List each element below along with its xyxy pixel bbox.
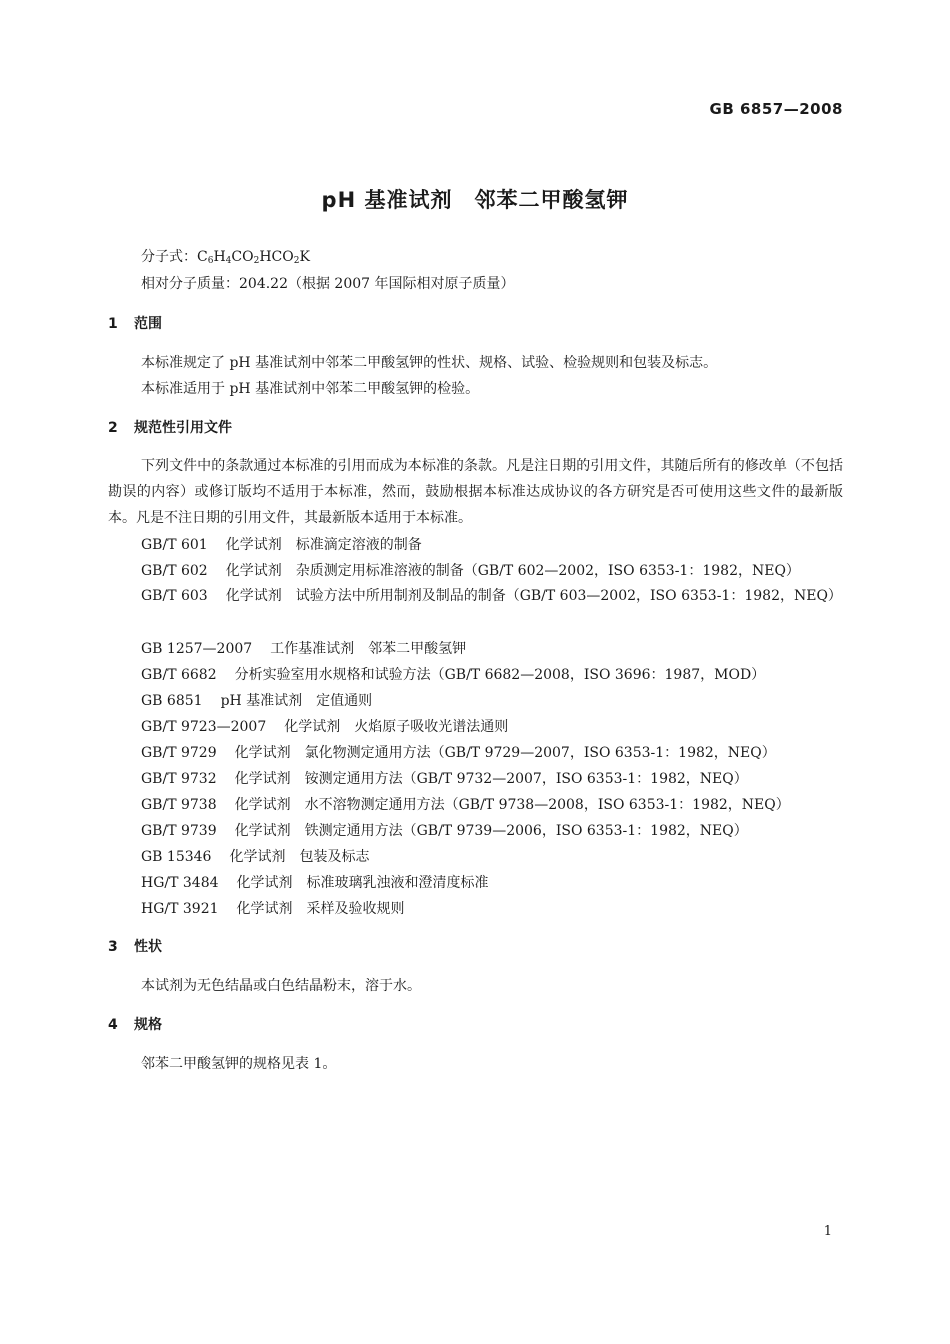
reference-code: GB 1257—2007: [141, 641, 253, 657]
reference-item: [141, 770, 748, 788]
reference-item: [141, 562, 800, 580]
reference-title: 化学试剂 火焰原子吸收光谱法通则: [284, 719, 509, 735]
page-number: 1: [823, 1224, 832, 1239]
reference-item: [141, 900, 405, 918]
section-2-number: 2: [108, 420, 118, 436]
reference-title: 化学试剂 采样及验收规则: [236, 901, 405, 917]
reference-code: GB/T 602: [141, 563, 208, 579]
standard-number: GB 6857—2008: [709, 100, 843, 118]
formula-sub-6: 6: [207, 256, 214, 266]
reference-item: [141, 666, 765, 684]
reference-title: 化学试剂 铵测定通用方法（GB/T 9732—2007，ISO 6353-1：1982，NEQ）: [234, 771, 748, 787]
section-3-paragraph: 本试剂为无色结晶或白色结晶粉末，溶于水。: [141, 978, 421, 994]
molecular-formula: [141, 248, 310, 270]
reference-item: [141, 640, 466, 658]
section-1-paragraph-2: 本标准适用于 pH 基准试剂中邻苯二甲酸氢钾的检验。: [141, 381, 480, 397]
reference-code: GB/T 9723—2007: [141, 719, 267, 735]
reference-title: 化学试剂 铁测定通用方法（GB/T 9739—2006，ISO 6353-1：1982，NEQ）: [234, 823, 748, 839]
reference-title: 化学试剂 包装及标志: [229, 849, 370, 865]
reference-item: [141, 718, 508, 736]
reference-code: HG/T 3484: [141, 875, 219, 891]
reference-item: [141, 692, 372, 710]
reference-code: GB/T 9739: [141, 823, 217, 839]
molar-mass: 相对分子质量：204.22（根据 2007 年国际相对原子质量）: [141, 276, 515, 292]
reference-title: 化学试剂 标准玻璃乳浊液和澄清度标准: [236, 875, 489, 891]
reference-item: [108, 583, 843, 609]
reference-title: 工作基准试剂 邻苯二甲酸氢钾: [270, 641, 467, 657]
section-4-title: 规格: [134, 1017, 162, 1033]
formula-k: K: [299, 249, 310, 265]
formula-sub-2a: 2: [253, 256, 260, 266]
reference-code: GB/T 9732: [141, 771, 217, 787]
reference-item: [141, 796, 790, 814]
section-2-heading: [108, 419, 232, 437]
reference-code: GB 6851: [141, 693, 203, 709]
reference-code: GB 15346: [141, 849, 212, 865]
section-3-title: 性状: [134, 939, 162, 955]
reference-title: pH 基准试剂 定值通则: [220, 693, 373, 709]
section-1-heading: [108, 315, 162, 333]
section-1-paragraph-1: 本标准规定了 pH 基准试剂中邻苯二甲酸氢钾的性状、规格、试验、检验规则和包装及标志。: [141, 355, 718, 371]
section-4-number: 4: [108, 1017, 118, 1033]
section-1-number: 1: [108, 316, 118, 332]
reference-title: 化学试剂 水不溶物测定通用方法（GB/T 9738—2008，ISO 6353-1：1982，NEQ）: [234, 797, 790, 813]
formula-sub-2b: 2: [293, 256, 300, 266]
reference-item: [141, 822, 748, 840]
reference-title: 化学试剂 氯化物测定通用方法（GB/T 9729—2007，ISO 6353-1：1982，NEQ）: [234, 745, 776, 761]
section-4-paragraph: 邻苯二甲酸氢钾的规格见表 1。: [141, 1056, 337, 1072]
formula-label: 分子式：: [141, 249, 197, 265]
document-title: pH 基准试剂 邻苯二甲酸氢钾: [321, 188, 629, 212]
formula-co: CO: [231, 249, 254, 265]
formula-c: C: [197, 249, 208, 265]
formula-sub-4: 4: [225, 256, 232, 266]
reference-code: GB/T 601: [141, 537, 208, 553]
reference-code: GB/T 9738: [141, 797, 217, 813]
reference-title: 化学试剂 杂质测定用标准溶液的制备（GB/T 602—2002，ISO 6353-1：1982，NEQ）: [225, 563, 800, 579]
formula-hco: HCO: [259, 249, 294, 265]
reference-item: [141, 848, 369, 866]
section-3-heading: [108, 938, 162, 956]
reference-code: HG/T 3921: [141, 901, 219, 917]
reference-item: [141, 536, 422, 554]
formula-h: H: [213, 249, 226, 265]
reference-code: GB/T 6682: [141, 667, 217, 683]
reference-item: [141, 874, 489, 892]
section-1-title: 范围: [134, 316, 162, 332]
reference-title: 化学试剂 标准滴定溶液的制备: [225, 537, 422, 553]
section-2-title: 规范性引用文件: [134, 420, 232, 436]
reference-code: GB/T 9729: [141, 745, 217, 761]
section-2-intro: 下列文件中的条款通过本标准的引用而成为本标准的条款。凡是注日期的引用文件，其随后所有的修改单（不包括勘误的内容）或修订版均不适用于本标准，然而，鼓励根据本标准达成协议的各方研究是否可使用这些文件的最新版本。凡是不注日期的引用文件，其最新版本适用于本标准。: [108, 458, 843, 526]
section-3-number: 3: [108, 939, 118, 955]
reference-title: 分析实验室用水规格和试验方法（GB/T 6682—2008，ISO 3696：1987，MOD）: [234, 667, 766, 683]
section-4-heading: [108, 1016, 162, 1034]
reference-code: GB/T 603: [141, 588, 208, 604]
reference-title: 化学试剂 试验方法中所用制剂及制品的制备（GB/T 603—2002，ISO 6353-1：1982，NEQ）: [225, 588, 842, 604]
reference-item: [141, 744, 776, 762]
